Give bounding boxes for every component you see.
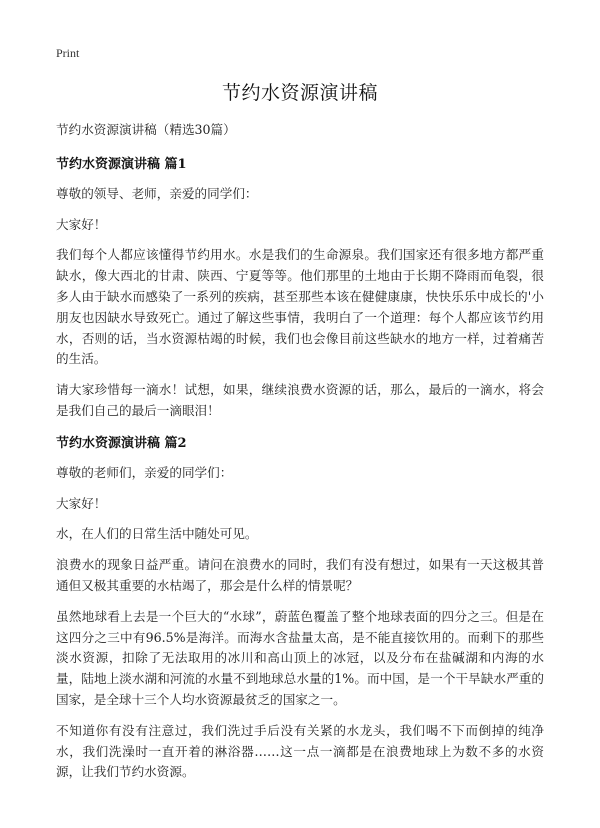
print-label: Print bbox=[56, 46, 80, 60]
document-body bbox=[56, 120, 544, 793]
section-heading: 节约水资源演讲稿 篇2 bbox=[56, 435, 187, 451]
paragraph: 虽然地球看上去是一个巨大的“水球”，蔚蓝色覆盖了整个地球表面的四分之三。但是在这四分之三中有96.5%是海洋。而海水含盐量太高，是不能直接饮用的。而剩下的那些淡水资源，扣除了无法取用的冰川和高山顶上的冰冠，以及分布在盐碱湖和内海的水量，陆地上淡水湖和河流的水量不到地球总水量的1%。而中国，是一个干旱缺水严重的国家，是全球十三个人均水资源最贫乏的国家之一。 bbox=[56, 608, 544, 707]
section-2 bbox=[56, 432, 544, 783]
paragraph: 请大家珍惜每一滴水！试想，如果，继续浪费水资源的话，那么，最后的一滴水，将会是我们自己的最后一滴眼泪！ bbox=[56, 382, 544, 418]
paragraph: 水，在人们的日常生活中随处可见。 bbox=[56, 526, 258, 542]
paragraph: 不知道你有没有注意过，我们洗过手后没有关紧的水龙头，我们喝不下而倒掉的纯净水，我们洗澡时一直开着的淋浴器……这一点一滴都是在浪费地球上为数不多的水资源，让我们节约水资源。 bbox=[56, 722, 544, 780]
paragraph: 尊敬的老师们，亲爱的同学们： bbox=[56, 464, 233, 480]
intro-line: 节约水资源演讲稿（精选30篇） bbox=[56, 122, 236, 137]
section-1 bbox=[56, 153, 544, 422]
paragraph: 大家好！ bbox=[56, 216, 107, 232]
section-heading: 节约水资源演讲稿 篇1 bbox=[56, 156, 187, 172]
page-title: 节约水资源演讲稿 bbox=[221, 82, 378, 104]
paragraph: 浪费水的现象日益严重。请问在浪费水的同时，我们有没有想过，如果有一天这极其普通但又极其重要的水枯竭了，那会是什么样的情景呢？ bbox=[56, 557, 544, 593]
paragraph: 大家好！ bbox=[56, 495, 107, 511]
paragraph: 我们每个人都应该懂得节约用水。水是我们的生命源泉。我们国家还有很多地方都严重缺水，像大西北的甘肃、陕西、宁夏等等。他们那里的土地由于长期不降雨而龟裂，很多人由于缺水而感染了一系列的疾病，甚至那些本该在健健康康，快快乐乐中成长的'小朋友也因缺水导致死亡。通过了解这些事情，我明白了一个道理：每个人都应该节约用水，否则的话，当水资源枯竭的时候，我们也会像目前这些缺水的地方一样，过着痛苦的生活。 bbox=[56, 247, 544, 367]
paragraph: 尊敬的领导、老师，亲爱的同学们： bbox=[56, 185, 258, 201]
